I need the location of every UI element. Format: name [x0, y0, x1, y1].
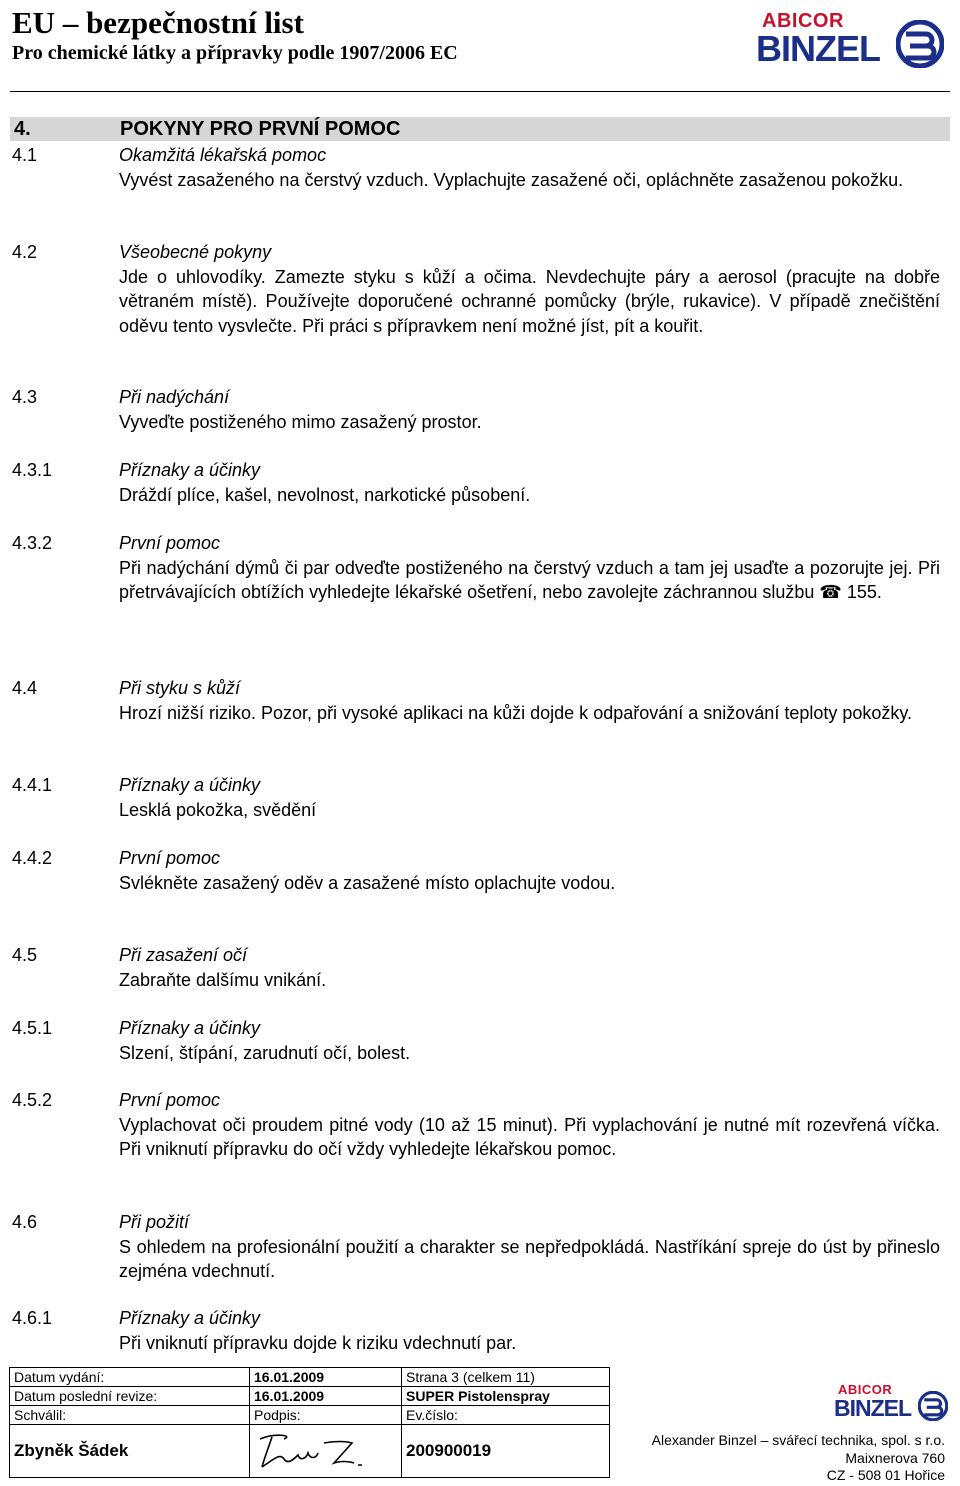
item-subtitle: Příznaky a účinky	[119, 460, 261, 480]
page-info: Strana 3 (celkem 11)	[402, 1368, 610, 1387]
item-text: Vyvést zasaženého na čerstvý vzduch. Vyplachujte zasažené oči, opláchněte zasaženou pokožku.	[119, 169, 904, 190]
page-footer	[9, 1367, 951, 1481]
ev-number-label: Ev.číslo:	[402, 1406, 610, 1425]
item-text: Jde o uhlovodíky. Zamezte styku s kůží a očima. Nevdechujte páry a aerosol (pracujte na dobře větraném místě). Používejte doporučené ochranné pomůcky (brýle, rukavice). V případě znečištění oděvu tento vysvlečte. Při práci s přípravkem není možné jíst, pít a kouřit.	[119, 266, 940, 336]
logo-abicor-text: ABICOR	[838, 1382, 893, 1397]
item-number: 4.2	[12, 242, 38, 262]
item-text: Hrozí nižší riziko. Pozor, při vysoké aplikaci na kůži dojde k odpařování a snižování teploty pokožky.	[119, 702, 913, 723]
signature-label: Podpis:	[250, 1406, 402, 1425]
item-text: Dráždí plíce, kašel, nevolnost, narkotické působení.	[119, 484, 531, 505]
issue-date-value: 16.01.2009	[250, 1368, 402, 1387]
revision-date-value: 16.01.2009	[250, 1387, 402, 1406]
item-text: Při vniknutí přípravku dojde k riziku vdechnutí par.	[119, 1332, 517, 1353]
section-title: POKYNY PRO PRVNÍ POMOC	[120, 118, 401, 140]
item-subtitle: První pomoc	[119, 848, 221, 868]
page-header	[0, 0, 960, 82]
logo-abicor-text: ABICOR	[762, 10, 844, 32]
item-text: Vyveďte postiženého mimo zasažený prostor.	[119, 411, 482, 432]
item-text: S ohledem na profesionální použití a charakter se nepředpokládá. Nastříkání spreje do úst by přineslo zejména vdechnutí.	[119, 1236, 940, 1281]
item-number: 4.3.1	[12, 460, 53, 480]
item-subtitle: Při styku s kůží	[119, 678, 241, 698]
item-text: Zabraňte dalšímu vnikání.	[119, 969, 327, 990]
abicor-binzel-logo	[756, 10, 946, 70]
section-header	[10, 117, 950, 141]
logo-mark-icon	[918, 1391, 948, 1421]
item-subtitle: První pomoc	[119, 533, 221, 553]
ev-number-value: 200900019	[402, 1425, 610, 1478]
issue-date-label: Datum vydání:	[10, 1368, 250, 1387]
logo-mark-icon	[896, 20, 944, 68]
item-number: 4.4.1	[12, 775, 53, 795]
section-number: 4.	[14, 118, 31, 140]
item-subtitle: První pomoc	[119, 1090, 221, 1110]
item-subtitle: Všeobecné pokyny	[119, 242, 272, 262]
document-subtitle: Pro chemické látky a přípravky podle 1907/2006 EC	[12, 42, 458, 64]
item-text: Svlékněte zasažený oděv a zasažené místo oplachujte vodou.	[119, 872, 616, 893]
footer-logo	[834, 1383, 946, 1423]
footer-table	[9, 1367, 610, 1478]
item-number: 4.4	[12, 678, 38, 698]
header-divider	[10, 91, 950, 92]
item-number: 4.5.1	[12, 1018, 53, 1038]
item-subtitle: Příznaky a účinky	[119, 1018, 261, 1038]
item-subtitle: Příznaky a účinky	[119, 1308, 261, 1328]
company-city: CZ - 508 01 Hořice	[826, 1467, 945, 1483]
item-subtitle: Okamžitá lékařská pomoc	[119, 145, 327, 165]
item-subtitle: Při požití	[119, 1212, 190, 1232]
logo-binzel-text: BINZEL	[756, 28, 880, 69]
item-text: Slzení, štípání, zarudnutí očí, bolest.	[119, 1042, 411, 1063]
item-subtitle: Při nadýchání	[119, 387, 230, 407]
product-name: SUPER Pistolenspray	[402, 1387, 610, 1406]
item-subtitle: Při zasažení očí	[119, 945, 248, 965]
item-subtitle: Příznaky a účinky	[119, 775, 261, 795]
company-street: Maixnerova 760	[845, 1450, 945, 1466]
item-number: 4.4.2	[12, 848, 53, 868]
approver-name: Zbyněk Šádek	[10, 1425, 250, 1478]
item-number: 4.1	[12, 145, 38, 165]
revision-date-label: Datum poslední revize:	[10, 1387, 250, 1406]
item-number: 4.6.1	[12, 1308, 53, 1328]
signature-cell	[250, 1425, 402, 1478]
signature-image	[254, 1429, 374, 1473]
item-number: 4.3.2	[12, 533, 53, 553]
item-text: Vyplachovat oči proudem pitné vody (10 až 15 minut). Při vyplachování je nutné mít rozevřená víčka. Při vniknutí přípravku do očí vždy vyhledejte lékařskou pomoc.	[119, 1114, 940, 1159]
item-number: 4.6	[12, 1212, 38, 1232]
item-number: 4.5	[12, 945, 38, 965]
approved-label: Schválil:	[10, 1406, 250, 1425]
item-text: Při nadýchání dýmů či par odveďte postiženého na čerstvý vzduch a tam jej usaďte a pozorujte jej. Při přetrvávajících obtížích vyhledejte lékařské ošetření, nebo zavolejte záchrannou službu ☎ 155.	[119, 557, 940, 602]
item-text: Lesklá pokožka, svědění	[119, 799, 317, 820]
item-number: 4.5.2	[12, 1090, 53, 1110]
company-name: Alexander Binzel – svářecí technika, spol. s r.o.	[651, 1432, 945, 1448]
item-number: 4.3	[12, 387, 38, 407]
logo-binzel-text: BINZEL	[834, 1395, 912, 1421]
document-title: EU – bezpečnostní list	[12, 5, 304, 40]
